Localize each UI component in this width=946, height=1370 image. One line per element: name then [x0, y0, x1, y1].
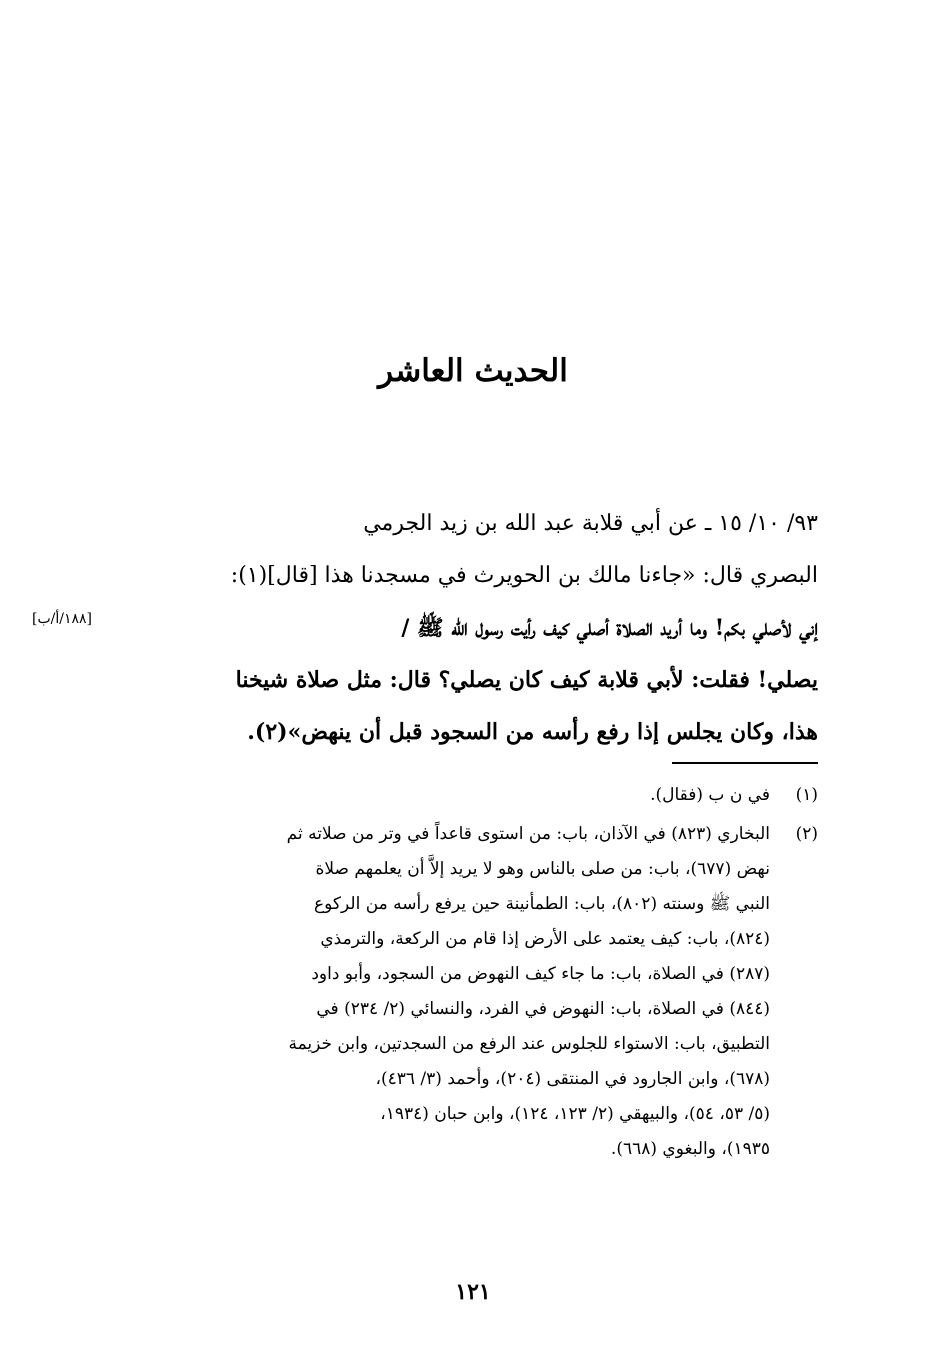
chapter-title: الحديث العاشر — [378, 353, 568, 389]
hadith-line: إني لأصلي بكم! وما أريد الصلاة أصلي كيف رأيت رسول الله ﷺ / — [401, 615, 818, 641]
footnote-text — [146, 778, 770, 813]
footnote-line: (٢٨٧) في الصلاة، باب: ما جاء كيف النهوض من السجود، وأبو داود — [311, 964, 770, 984]
footnote — [146, 778, 818, 813]
footnote-line: البخاري (٨٢٣) في الآذان، باب: من استوى قاعداً في وتر من صلاته ثم — [286, 824, 770, 844]
footnote-line: ١٩٣٥)، والبغوي (٦٦٨). — [610, 1139, 770, 1159]
footnote-line: النبي ﷺ وسنته (٨٠٢)، باب: الطمأنينة حين يرفع رأسه من الركوع — [313, 894, 770, 914]
footnote-line: (٨٢٤)، باب: كيف يعتمد على الأرض إذا قام من الركعة، والترمذي — [320, 929, 770, 949]
footnote — [146, 817, 818, 1167]
hadith-line: يصلي! فقلت: لأبي قلابة كيف كان يصلي؟ قال: مثل صلاة شيخنا — [235, 667, 818, 693]
hadith-line: ٩٣/ ١٠/ ١٥ ـ عن أبي قلابة عبد الله بن زيد الجرمي — [363, 511, 818, 536]
footnote-line: (٨٤٤) في الصلاة، باب: النهوض في الفرد، والنسائي (٢/ ٢٣٤) في — [316, 999, 770, 1019]
footnote-line: (٦٧٨)، وابن الجارود في المنتقى (٢٠٤)، وأحمد (٣/ ٤٣٦)، — [375, 1069, 770, 1089]
footnote-number: (١) — [795, 785, 818, 805]
hadith-text — [146, 498, 818, 758]
footnote-separator — [672, 762, 818, 764]
footnote-line: (٥/ ٥٣، ٥٤)، والبيهقي (٢/ ١٢٣، ١٢٤)، وابن حبان (١٩٣٤، — [380, 1104, 770, 1124]
footnote-text — [146, 817, 770, 1167]
hadith-line: هذا، وكان يجلس إذا رفع رأسه من السجود قبل أن ينهض»(٢). — [247, 719, 818, 745]
manuscript-folio-marker: [١٨٨/أ/ب] — [32, 611, 92, 627]
footnote-number: (٢) — [795, 824, 818, 844]
hadith-line: البصري قال: «جاءنا مالك بن الحويرث في مسجدنا هذا [قال](١): — [230, 563, 818, 588]
footnote-line: في ن ب (فقال). — [650, 785, 770, 805]
page-number: ١٢١ — [455, 1279, 491, 1305]
footnote-line: نهض (٦٧٧)، باب: من صلى بالناس وهو لا يريد إلاَّ أن يعلمهم صلاة — [315, 859, 770, 879]
footnote-line: التطبيق، باب: الاستواء للجلوس عند الرفع من السجدتين، وابن خزيمة — [288, 1034, 770, 1054]
footnotes — [146, 778, 818, 1171]
